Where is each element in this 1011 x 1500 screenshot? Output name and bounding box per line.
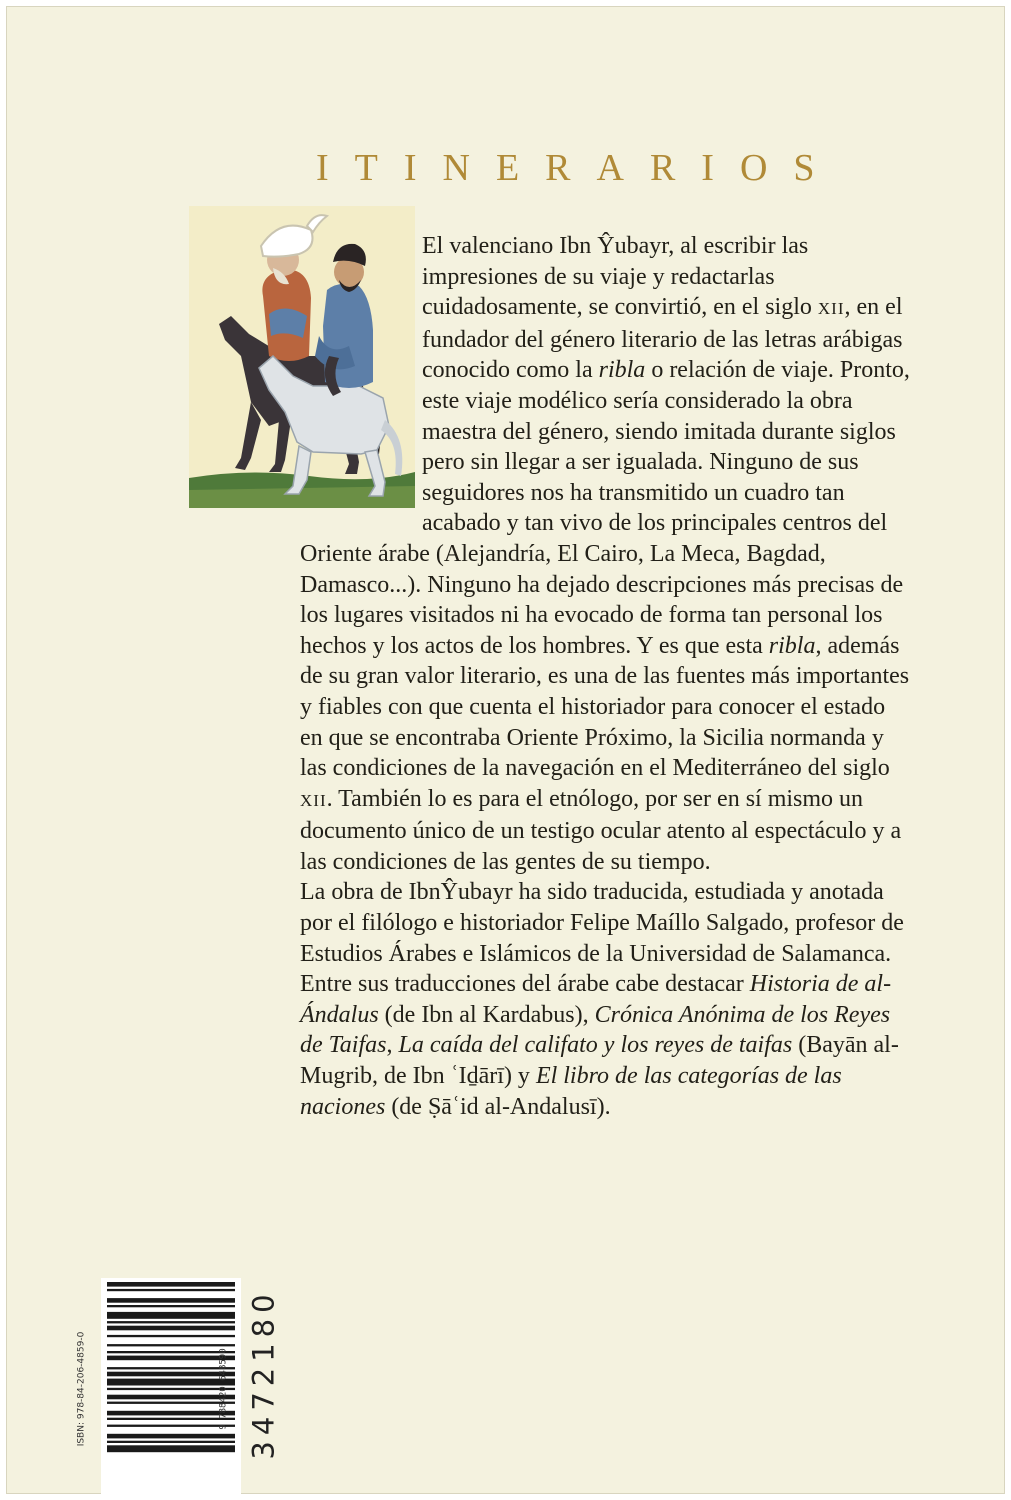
description-paragraph-2: La obra de IbnŶubayr ha sido traducida, estudiada y anotada por el filólogo e historiador Felipe Maíllo Salgado, profesor de Estudios Árabes e Islámicos de la Universidad de Salamanca. Entre sus traducciones del árabe cabe destacar Historia de al-Ándalus (de Ibn al Kardabus), Crónica Anónima de los Reyes de Taifas, La caída del califato y los reyes de taifas (Bayān al-Mugrib, de Ibn ʿIḏārī) y El libro de las categorías de las naciones (de Ṣāʿid al-Andalusī). — [300, 879, 904, 1120]
book-back-cover — [6, 6, 1005, 1494]
ean-caption: 9 788420 648590 — [219, 1348, 229, 1430]
barcode-digits: 3472180 — [247, 1288, 281, 1460]
illustration-wrap-spacer — [300, 231, 422, 517]
series-title: ITINERARIOS — [316, 147, 841, 189]
description-paragraph-1: El valenciano Ibn Ŷubayr, al escribir las impresiones de su viaje y redactarlas cuidadosamente, se convirtió, en el siglo XII, en el fundador del género literario de las letras arábigas conocido como la ribla o relación de viaje. Pronto, este viaje modélico sería considerado la obra maestra del género, siendo imitada durante siglos pero sin llegar a ser igualada. Ninguno de sus seguidores nos ha transmitido un cuadro tan acabado y tan vivo de los principales centros del Oriente árabe (Alejandría, El Cairo, La Meca, Bagdad, Damasco...). Ninguno ha dejado descripciones más precisas de los lugares visitados ni ha evocado de forma tan personal los hechos y los actos de los hombres. Y es que esta ribla, además de su gran valor literario, es una de las fuentes más importantes y fiables con que cuenta el historiador para conocer el estado en que se encontraba Oriente Próximo, la Sicilia normanda y las condiciones de la navegación en el Mediterráneo del siglo XII. También lo es para el etnólogo, por ser en sí mismo un documento único de un testigo ocular atento al espectáculo y a las condiciones de las gentes de su tiempo. — [300, 233, 910, 875]
back-cover-description — [300, 231, 910, 1122]
isbn-caption: ISBN: 978-84-206-4859-0 — [76, 1331, 87, 1447]
